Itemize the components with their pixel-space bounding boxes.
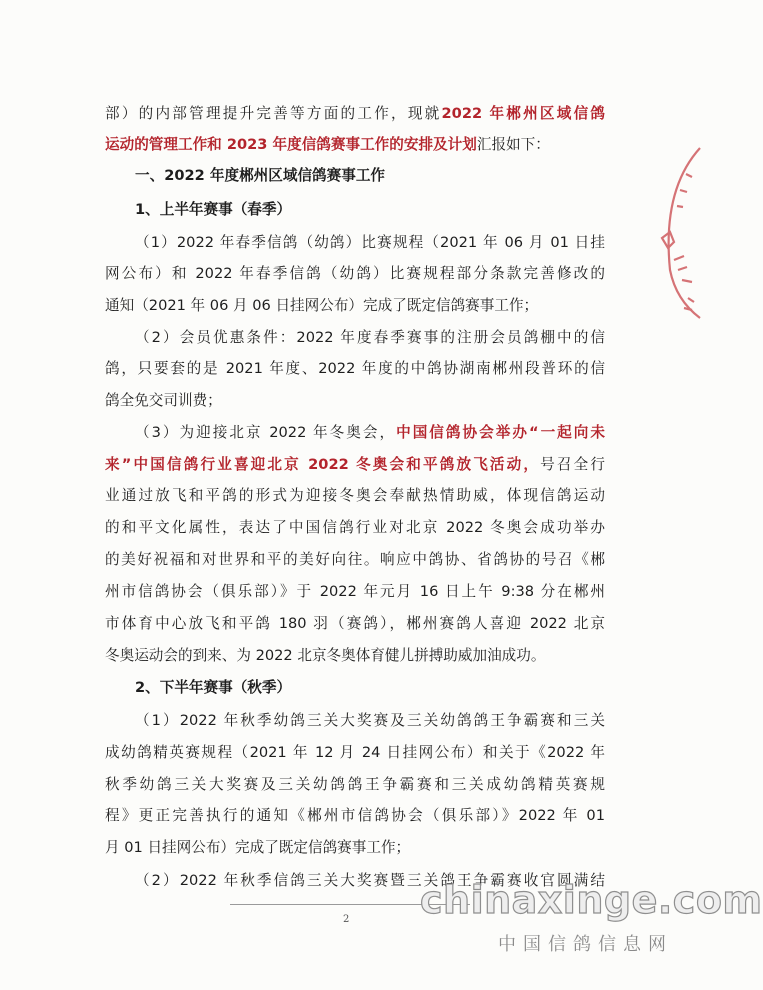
text-line-2: 运动的管理工作和 2023 年度信鸽赛事工作的安排及计划汇报如下： <box>105 136 550 153</box>
text-line-25: （2）2022 年秋季信鸽三关大奖赛暨三关鸽王争霸赛收官圆满结 <box>135 872 605 889</box>
text-line-1: 部）的内部管理提升完善等方面的工作，现就2022 年郴州区域信鸽 <box>105 105 605 122</box>
text-line-13: 业通过放飞和平鸽的形式为迎接冬奥会奉献热情助威，体现信鸽运动 <box>105 487 605 504</box>
text-line-23: 程》更正完善执行的通知《郴州市信鸽协会（俱乐部）》2022 年 01 <box>105 807 605 824</box>
text-line-24: 月 01 日挂网公布）完成了既定信鸽赛事工作； <box>105 839 411 856</box>
text-line-16: 州市信鸽协会（俱乐部）》于 2022 年元月 16 日上午 9:38 分在郴州 <box>105 583 605 600</box>
text-line-20: （1）2022 年秋季幼鸽三关大奖赛及三关幼鸽鸽王争霸赛和三关 <box>135 712 605 729</box>
section-heading-1: 一、2022 年度郴州区域信鸽赛事工作 <box>135 167 386 184</box>
text-line-14: 的和平文化属性，表达了中国信鸽行业对北京 2022 冬奥会成功举办 <box>105 519 605 536</box>
text-line-12: 来”中国信鸽行业喜迎北京 2022 冬奥会和平鸽放飞活动，号召全行 <box>105 456 605 473</box>
text-line-9: 鸽，只要套的是 2021 年度、2022 年度的中鸽协湖南郴州段普环的信 <box>105 360 605 377</box>
watermark-domain: chinaxinge.com <box>420 878 763 922</box>
seal-stamp-icon <box>640 120 700 320</box>
text-line-8: （2）会员优惠条件：2022 年度春季赛事的注册会员鸽棚中的信 <box>135 329 605 346</box>
text-line-18: 冬奥运动会的到来、为 2022 北京冬奥体育健儿拼搏助威加油成功。 <box>105 647 546 664</box>
text-line-17: 市体育中心放飞和平鸽 180 羽（赛鸽），郴州赛鸽人喜迎 2022 北京 <box>105 615 605 632</box>
subsection-heading-autumn: 2、下半年赛事（秋季） <box>135 679 292 696</box>
text-line-5: （1）2022 年春季信鸽（幼鸽）比赛规程（2021 年 06 月 01 日挂 <box>135 234 605 251</box>
text-line-7: 通知（2021 年 06 月 06 日挂网公布）完成了既定信鸽赛事工作； <box>105 297 539 314</box>
text-line-21: 成幼鸽精英赛规程（2021 年 12 月 24 日挂网公布）和关于《2022 年 <box>105 744 605 761</box>
watermark-site-name: 中国信鸽信息网 <box>498 934 673 955</box>
page-number: 2 <box>343 914 350 925</box>
text-line-10: 鸽全免交司训费； <box>105 392 222 409</box>
text-line-11: （3）为迎接北京 2022 年冬奥会，中国信鸽协会举办“一起向未 <box>135 424 605 441</box>
text-line-15: 的美好祝福和对世界和平的美好向往。响应中鸽协、省鸽协的号召《郴 <box>105 551 605 568</box>
text-line-6: 网公布）和 2022 年春季信鸽（幼鸽）比赛规程部分条款完善修改的 <box>105 265 605 282</box>
text-line-22: 秋季幼鸽三关大奖赛及三关幼鸽鸽王争霸赛和三关成幼鸽精英赛规 <box>105 776 605 793</box>
subsection-heading-spring: 1、上半年赛事（春季） <box>135 201 292 218</box>
